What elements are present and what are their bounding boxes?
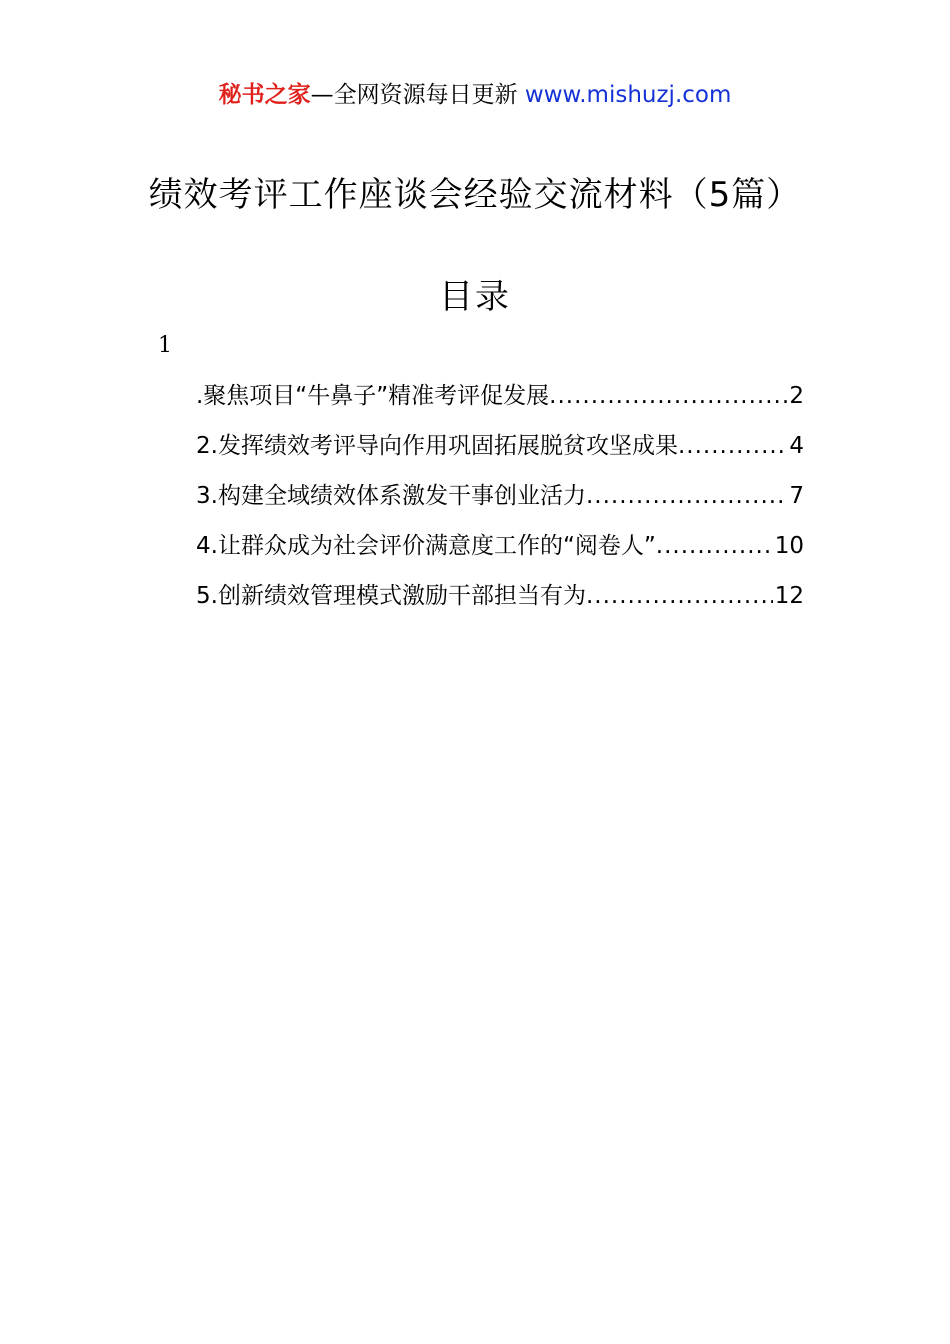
document-title: 绩效考评工作座谈会经验交流材料（5篇） <box>148 175 802 215</box>
header-slogan: —全网资源每日更新 <box>310 82 525 108</box>
site-url-link[interactable]: www.mishuzj.com <box>524 82 732 108</box>
toc-heading: 目录 <box>439 277 511 317</box>
toc-entry-4[interactable] <box>196 522 804 572</box>
toc-entry-title: .聚焦项目“牛鼻子”精准考评促发展 <box>196 383 550 409</box>
toc-entry-2[interactable] <box>196 422 804 472</box>
toc-entry-3[interactable] <box>196 472 804 522</box>
site-header <box>0 78 950 112</box>
toc-leader-dots <box>586 472 787 520</box>
table-of-contents <box>196 372 804 622</box>
toc-page-number: 7 <box>789 483 804 509</box>
toc-entry-title: 5.创新绩效管理模式激励干部担当有为 <box>196 583 586 609</box>
toc-leader-dots <box>678 422 787 470</box>
toc-entry-title: 3.构建全域绩效体系激发干事创业活力 <box>196 483 586 509</box>
toc-page-number: 10 <box>774 533 804 559</box>
toc-entry-title: 4.让群众成为社会评价满意度工作的“阅卷人” <box>196 533 656 559</box>
toc-leader-dots <box>656 522 773 570</box>
toc-leader-dots <box>586 572 773 620</box>
toc-entry-1[interactable] <box>196 372 804 422</box>
toc-leader-dots <box>549 372 787 420</box>
toc-page-number: 4 <box>789 433 804 459</box>
toc-entry-title: 2.发挥绩效考评导向作用巩固拓展脱贫攻坚成果 <box>196 433 678 459</box>
list-number: 1 <box>158 333 172 358</box>
toc-entry-5[interactable] <box>196 572 804 622</box>
brand-name: 秘书之家 <box>218 82 311 108</box>
toc-page-number: 2 <box>789 383 804 409</box>
toc-page-number: 12 <box>774 583 804 609</box>
